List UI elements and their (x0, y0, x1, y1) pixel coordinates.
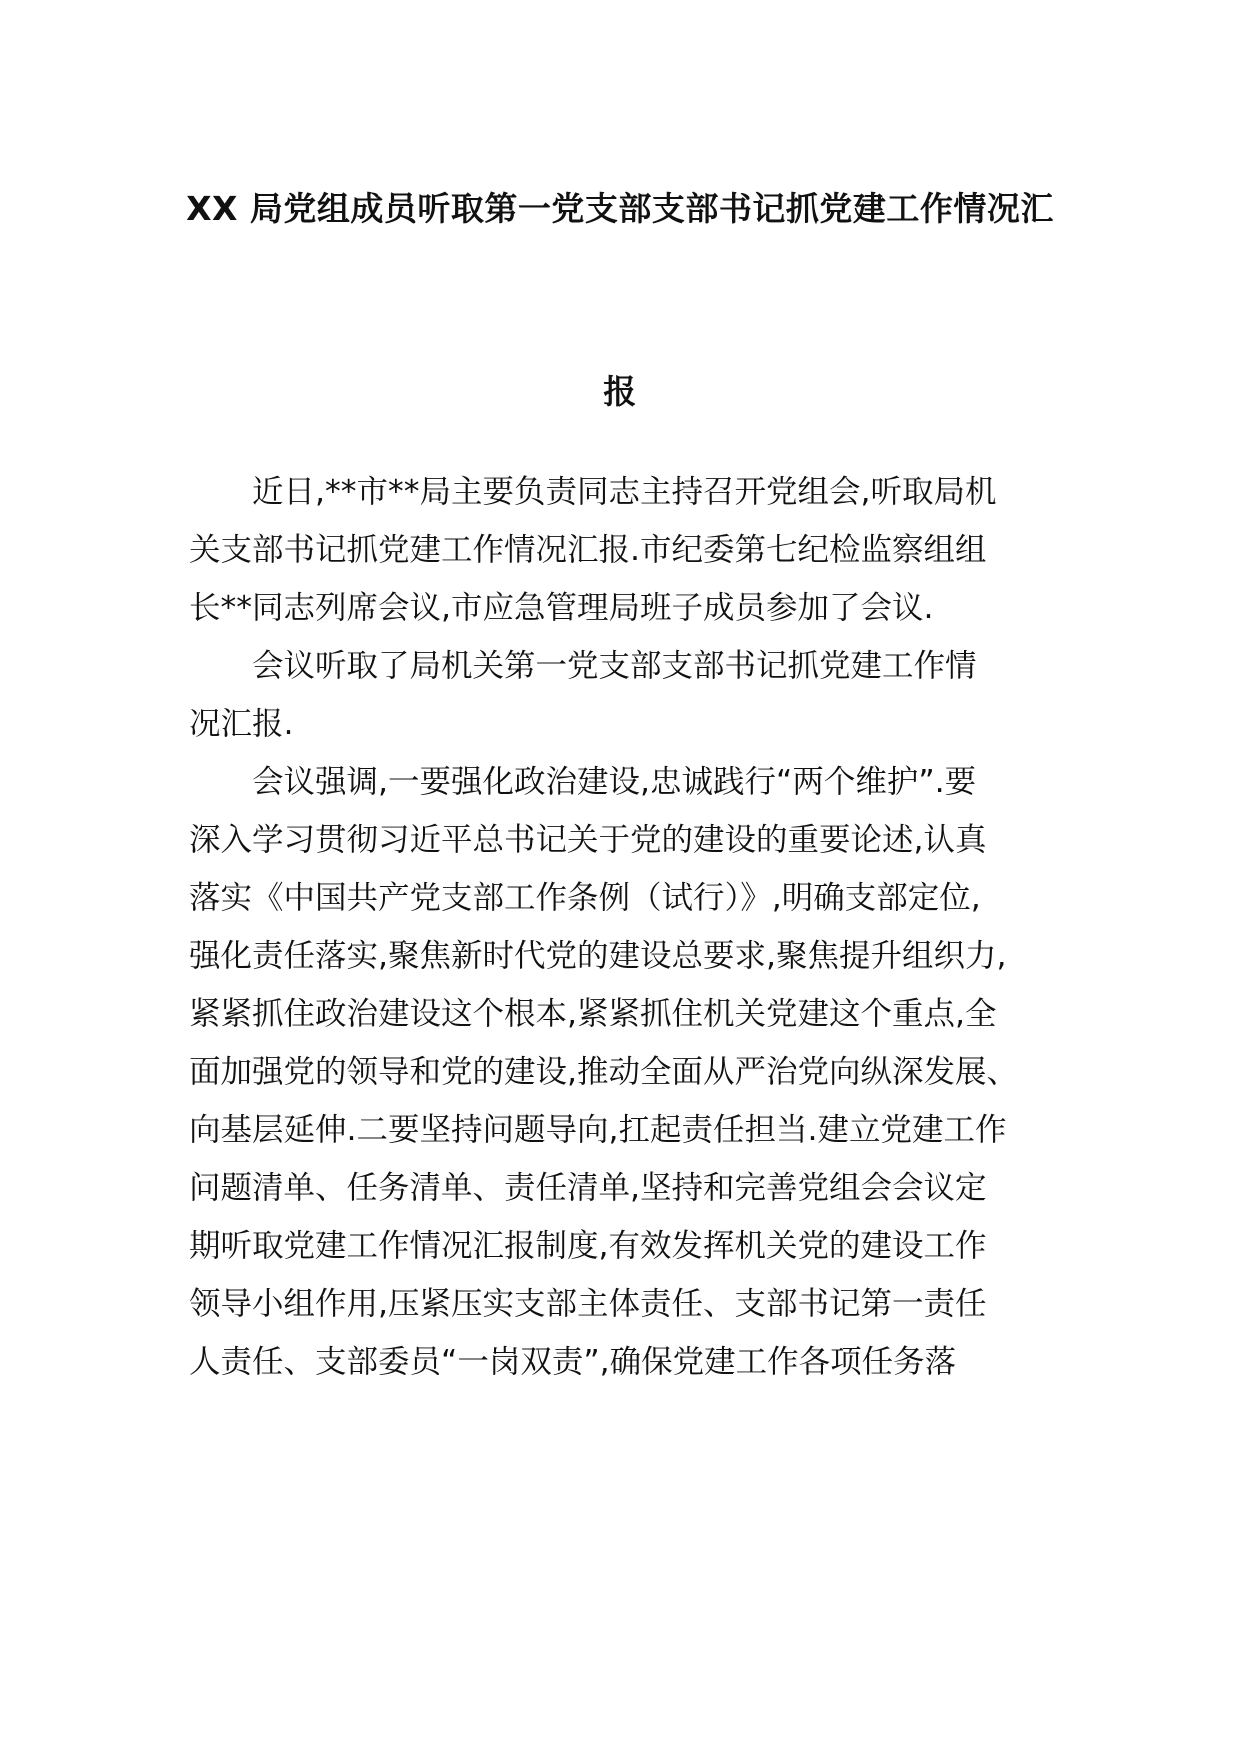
body-line-10: 紧紧抓住政治建设这个根本,紧紧抓住机关党建这个重点,全 (189, 996, 997, 1032)
body-line-9: 强化责任落实,聚焦新时代党的建设总要求,聚焦提升组织力, (189, 938, 1007, 974)
body-line-16: 人责任、支部委员“一岗双责”,确保党建工作各项任务落 (189, 1344, 957, 1380)
body-line-13: 问题清单、任务清单、责任清单,坚持和完善党组会会议定 (189, 1170, 987, 1206)
body-line-3: 长**同志列席会议,市应急管理局班子成员参加了会议. (189, 590, 934, 626)
body-line-4: 会议听取了局机关第一党支部支部书记抓党建工作情 (252, 648, 977, 684)
body-line-2: 关支部书记抓党建工作情况汇报.市纪委第七纪检监察组组 (189, 532, 987, 568)
body-line-5: 况汇报. (189, 706, 294, 742)
document-title-line-1: XX 局党组成员听取第一党支部支部书记抓党建工作情况汇 (186, 189, 1054, 228)
body-line-1: 近日,**市**局主要负责同志主持召开党组会,听取局机 (252, 474, 997, 510)
body-line-14: 期听取党建工作情况汇报制度,有效发挥机关党的建设工作 (189, 1228, 987, 1264)
body-line-11: 面加强党的领导和党的建设,推动全面从严治党向纵深发展、 (189, 1054, 1019, 1090)
body-line-7: 深入学习贯彻习近平总书记关于党的建设的重要论述,认真 (189, 822, 987, 858)
document-title-line-2: 报 (603, 372, 637, 411)
body-line-8: 落实《中国共产党支部工作条例（试行）》,明确支部定位, (189, 880, 981, 916)
body-line-15: 领导小组作用,压紧压实支部主体责任、支部书记第一责任 (189, 1286, 987, 1322)
body-line-12: 向基层延伸.二要坚持问题导向,扛起责任担当.建立党建工作 (189, 1112, 1007, 1148)
body-line-6: 会议强调,一要强化政治建设,忠诚践行“两个维护”.要 (252, 764, 977, 800)
